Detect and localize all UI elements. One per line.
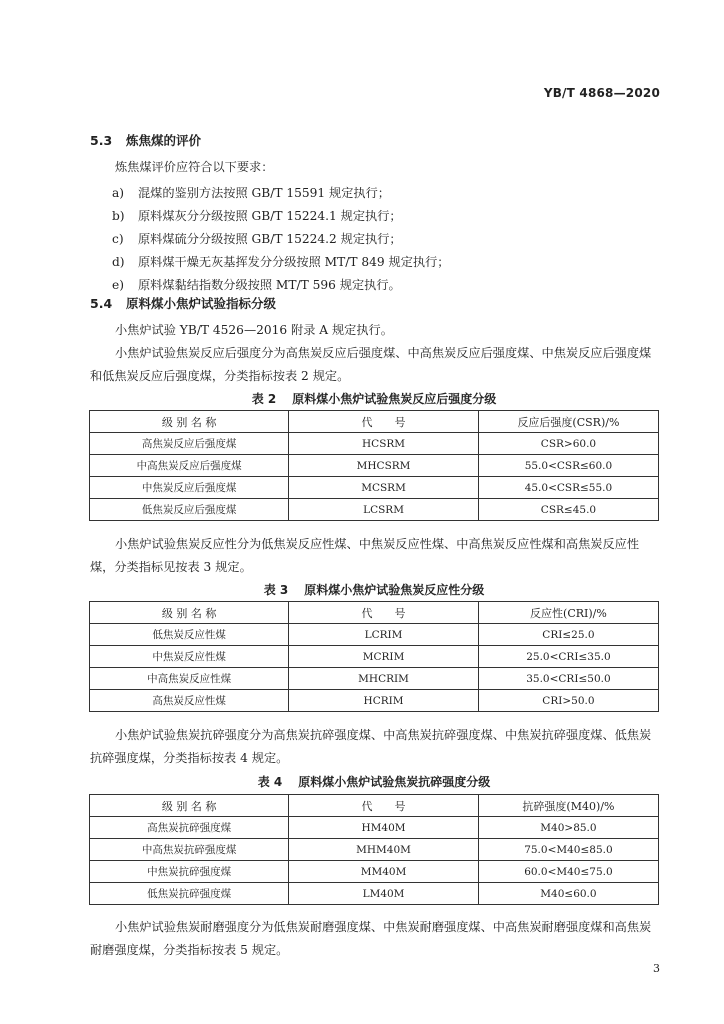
table-number: 表 4 [257,775,283,789]
list-item [112,230,402,247]
list-item [112,184,390,201]
section-heading-5-4 [90,294,276,312]
table-row [90,477,659,499]
table-row [90,433,659,455]
cell-name: 中焦炭抗碎强度煤 [90,861,289,883]
section-heading-5-3 [90,131,201,149]
cell-code: MHCRIM [289,668,479,690]
cell-name: 中焦炭反应后强度煤 [90,477,289,499]
cell-criterion: 55.0<CSR≤60.0 [478,455,658,477]
list-marker: a) [112,186,125,200]
section-title: 炼焦煤的评价 [126,133,202,148]
table-header-row [90,411,659,433]
column-header: 级 别 名 称 [90,411,289,433]
table-4 [89,794,659,905]
cell-criterion: CRI>50.0 [478,690,658,712]
table-number: 表 2 [251,392,277,406]
list-text: 原料煤硫分分级按照 GB/T 15224.2 规定执行； [138,232,402,246]
table-caption [90,390,658,407]
cell-code: HM40M [289,817,479,839]
table-row [90,455,659,477]
cell-name: 高焦炭反应性煤 [90,690,289,712]
cell-name: 中焦炭反应性煤 [90,646,289,668]
cell-name: 中高焦炭反应后强度煤 [90,455,289,477]
paragraph: 小焦炉试验焦炭抗碎强度分为高焦炭抗碎强度煤、中高焦炭抗碎强度煤、中焦炭抗碎强度煤、低焦炭抗碎强度煤，分类指标按表 4 规定。 [90,728,652,765]
cell-code: LCRIM [289,624,479,646]
paragraph: 小焦炉试验 YB/T 4526—2016 附录 A 规定执行。 [115,323,393,337]
list-marker: c) [112,232,124,246]
cell-criterion: 25.0<CRI≤35.0 [478,646,658,668]
cell-name: 中高焦炭反应性煤 [90,668,289,690]
column-header: 代 号 [289,602,479,624]
column-header: 级 别 名 称 [90,602,289,624]
table-2 [89,410,659,521]
cell-criterion: CRI≤25.0 [478,624,658,646]
table-title: 原料煤小焦炉试验焦炭反应后强度分级 [292,392,497,406]
table-row [90,668,659,690]
cell-criterion: 75.0<M40≤85.0 [478,839,658,861]
paragraph: 小焦炉试验焦炭耐磨强度分为低焦炭耐磨强度煤、中焦炭耐磨强度煤、中高焦炭耐磨强度煤和高焦炭耐磨强度煤，分类指标按表 5 规定。 [90,920,652,957]
cell-code: MCSRM [289,477,479,499]
list-item [112,253,449,270]
cell-code: HCRIM [289,690,479,712]
table-caption [90,773,658,790]
section-title: 原料煤小焦炉试验指标分级 [126,296,277,311]
cell-name: 高焦炭抗碎强度煤 [90,817,289,839]
column-header: 级 别 名 称 [90,795,289,817]
cell-code: HCSRM [289,433,479,455]
list-marker: b) [112,209,125,223]
cell-criterion: M40≤60.0 [478,883,658,905]
paragraph: 炼焦煤评价应符合以下要求： [115,160,274,174]
column-header: 代 号 [289,411,479,433]
column-header: 反应性(CRI)/% [478,602,658,624]
cell-criterion: 35.0<CRI≤50.0 [478,668,658,690]
cell-criterion: CSR>60.0 [478,433,658,455]
column-header: 抗碎强度(M40)/% [478,795,658,817]
cell-name: 低焦炭反应后强度煤 [90,499,289,521]
cell-code: MHCSRM [289,455,479,477]
list-text: 原料煤黏结指数分级按照 MT/T 596 规定执行。 [138,278,401,292]
cell-code: LCSRM [289,499,479,521]
list-text: 原料煤灰分分级按照 GB/T 15224.1 规定执行； [138,209,402,223]
table-title: 原料煤小焦炉试验焦炭抗碎强度分级 [298,775,491,789]
table-row [90,883,659,905]
table-number: 表 3 [263,583,289,597]
table-title: 原料煤小焦炉试验焦炭反应性分级 [304,583,485,597]
cell-name: 中高焦炭抗碎强度煤 [90,839,289,861]
cell-criterion: M40>85.0 [478,817,658,839]
table-row [90,861,659,883]
column-header: 反应后强度(CSR)/% [478,411,658,433]
table-caption [90,581,658,598]
cell-name: 低焦炭反应性煤 [90,624,289,646]
list-marker: e) [112,278,124,292]
table-row [90,499,659,521]
cell-code: MHM40M [289,839,479,861]
cell-criterion: CSR≤45.0 [478,499,658,521]
table-row [90,839,659,861]
paragraph: 小焦炉试验焦炭反应性分为低焦炭反应性煤、中焦炭反应性煤、中高焦炭反应性煤和高焦炭反应性煤，分类指标见按表 3 规定。 [90,537,640,574]
list-item [112,207,402,224]
paragraph: 小焦炉试验焦炭反应后强度分为高焦炭反应后强度煤、中高焦炭反应后强度煤、中焦炭反应后强度煤和低焦炭反应后强度煤，分类指标按表 2 规定。 [90,346,652,383]
list-item [112,276,401,293]
table-header-row [90,795,659,817]
column-header: 代 号 [289,795,479,817]
table-3 [89,601,659,712]
cell-code: MM40M [289,861,479,883]
page-number: 3 [653,962,660,975]
list-text: 混煤的鉴别方法按照 GB/T 15591 规定执行； [138,186,390,200]
section-number: 5.4 [90,296,113,311]
standard-number: YB/T 4868—2020 [543,86,660,100]
list-marker: d) [112,255,125,269]
cell-code: MCRIM [289,646,479,668]
cell-criterion: 60.0<M40≤75.0 [478,861,658,883]
cell-criterion: 45.0<CSR≤55.0 [478,477,658,499]
section-number: 5.3 [90,133,113,148]
list-text: 原料煤干燥无灰基挥发分分级按照 MT/T 849 规定执行； [138,255,450,269]
table-row [90,646,659,668]
cell-name: 低焦炭抗碎强度煤 [90,883,289,905]
cell-name: 高焦炭反应后强度煤 [90,433,289,455]
table-header-row [90,602,659,624]
table-row [90,817,659,839]
table-row [90,624,659,646]
cell-code: LM40M [289,883,479,905]
table-row [90,690,659,712]
